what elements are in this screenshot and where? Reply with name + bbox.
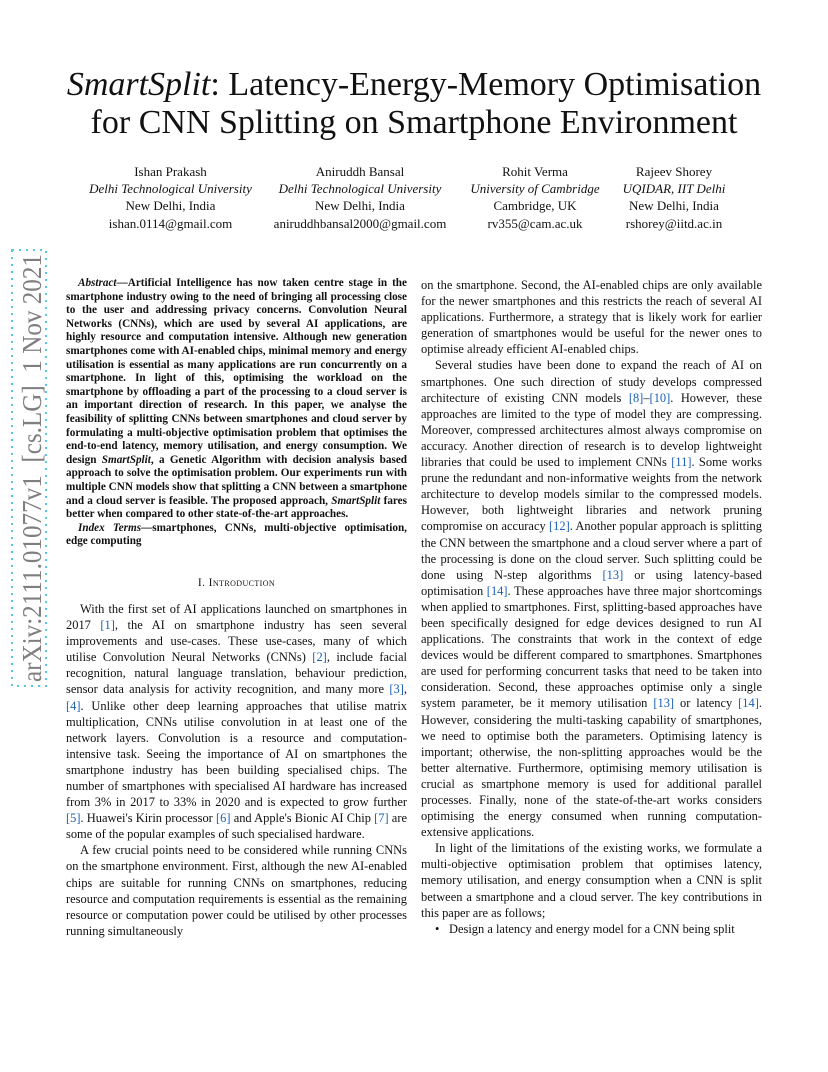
title-smartsplit: SmartSplit [66, 66, 211, 103]
text-run: and Apple's Bionic AI Chip [230, 811, 375, 826]
citation-link[interactable]: [13] [602, 567, 624, 582]
bullet-text: Design a latency and energy model for a CNN being split [449, 921, 735, 936]
author-3 [465, 163, 605, 232]
right-paragraph-1: on the smartphone. Second, the AI-enabled chips are only available for the newer smartphones and this restricts the reach of several AI applications. Furthermore, a strategy that is likely work for earlier generation of smartphones would be useful for the newer ones to optimise already efficient AI-enabled chips. [421, 278, 762, 357]
citation-link[interactable]: [2] [312, 650, 327, 665]
author-city: New Delhi, India [315, 198, 405, 214]
author-block [0, 163, 828, 235]
section-heading-introduction: I. Introduction [197, 576, 276, 589]
index-terms-label: Index Terms [78, 521, 142, 534]
citation-link[interactable]: [3] [389, 682, 404, 697]
text-run: or using latency-based optimisation [421, 567, 762, 598]
text-run: or latency [674, 696, 739, 711]
right-paragraph-3: In light of the limitations of the existing works, we formulate a multi-objective optimisation problem that optimises latency, memory utilisation, and energy consumption when a CNN is split between a smartphone and a cloud server. The key contributions in this paper are as follows; [421, 841, 762, 920]
index-terms-text: —smartphones, CNNs, multi-objective optimisation, edge computing [66, 521, 407, 548]
title-line-1 [40, 66, 788, 104]
bullet-icon: • [435, 921, 440, 936]
citation-link[interactable]: [5] [66, 811, 81, 826]
text-run: . However, these approaches are limited to the type of model they are compressing. Moreover, compressed architectures almost always compromise on accuracy. Another direction of research is to develop lightweight libraries that could be used to implement CNNs [421, 390, 763, 470]
abstract-smartsplit-2: SmartSplit [331, 494, 381, 507]
author-affiliation: University of Cambridge [470, 181, 600, 197]
citation-link[interactable]: [10] [649, 390, 671, 405]
arxiv-stamp-text: arXiv:2111.01077v1 [cs.LG] 1 Nov 2021 [16, 248, 47, 682]
citation-link[interactable]: [1] [100, 618, 115, 633]
author-4 [616, 163, 732, 232]
citation-link[interactable]: [4] [66, 698, 81, 713]
intro-paragraph-1 [66, 601, 407, 842]
right-column [421, 277, 762, 937]
author-email: rshorey@iitd.ac.in [625, 215, 723, 231]
contribution-bullet-1 [421, 921, 762, 937]
text-run: are some of the popular examples of such specialised hardware. [66, 811, 407, 842]
text-run: Several studies have been done to expand the reach of AI on smartphones. One such direction of study develops compressed architecture of existing CNN models [421, 358, 762, 405]
author-affiliation: Delhi Technological University [278, 181, 442, 197]
abstract-smartsplit-1: SmartSplit [101, 453, 151, 466]
citation-link[interactable]: [11] [671, 455, 692, 470]
citation-link[interactable]: [14] [738, 696, 759, 711]
abstract [66, 277, 407, 522]
paper-title [40, 66, 788, 142]
text-run: . However, considering the multi-tasking capability of smartphones, we need to optimise both the parameters. Optimising latency is important; otherwise, the non-splitting approaches would be the better alternative. Furthermore, optimising memory utilisation is crucial as smartphone memory is used for additional parallel processes. Finally, none of the state-of-the-art works considers optimising the energy consumed when running computation-extensive applications. [421, 696, 762, 840]
author-city: Cambridge, UK [493, 198, 577, 214]
citation-link[interactable]: [14] [486, 583, 508, 598]
text-run: – [643, 390, 650, 405]
abstract-dash: — [116, 277, 128, 289]
arxiv-stamp[interactable] [9, 248, 49, 688]
author-2 [272, 163, 448, 232]
author-city: New Delhi, India [629, 198, 719, 214]
citation-link[interactable]: [7] [374, 811, 389, 826]
author-affiliation: UQIDAR, IIT Delhi [622, 181, 726, 197]
author-city: New Delhi, India [125, 198, 216, 214]
abstract-text-1: Artificial Intelligence has now taken centre stage in the smartphone industry owing to the need of bringing all processing close to the user and addressing privacy concerns. Convolution Neural Networks (CNNs), which are used by several AI applications, are highly resource and computation intensive. Although new generation smartphones come with AI-enabled chips, minimal memory and energy utilisation is essential as many applications are run concurrently on a smartphone. In light of this, optimising the workload on the smartphone by offloading a part of the processing to a cloud server is an important direction of research. In this paper, we analyse the feasibility of splitting CNNs between smartphones and cloud server by formulating a multi-objective optimisation problem that optimises the end-to-end latency, memory utilisation, and energy consumption. We design [66, 277, 407, 466]
author-name: Aniruddh Bansal [315, 164, 405, 179]
citation-link[interactable]: [13] [653, 696, 675, 711]
author-email: aniruddhbansal2000@gmail.com [273, 215, 447, 231]
author-affiliation: Delhi Technological University [89, 181, 252, 197]
citation-link[interactable]: [8] [628, 390, 644, 405]
text-run: . Unlike other deep learning approaches that utilise matrix multiplication, CNNs utilise convolution in at least one of the network layers. Convolution is a resource and computation-intensive task. Seeing the importance of AI on smartphones the smartphone industry has been building specialised chips. The number of smartphones with specialised AI hardware has increased from 3% in 2017 to 33% in 2020 and is expected to grow further [66, 698, 407, 810]
text-run: . Huawei's Kirin processor [80, 811, 216, 826]
right-paragraph-2 [421, 357, 762, 840]
title-line-1-rest: : Latency-Energy-Memory Optimisation [210, 66, 762, 103]
abstract-label: Abstract [78, 277, 117, 289]
text-run: , include facial recognition, natural language translation, behaviour prediction, sensor data analysis for activity recognition, and many more [66, 650, 407, 697]
citation-link[interactable]: [12] [548, 519, 570, 534]
text-run: With the first set of AI applications launched on smartphones in 2017 [66, 601, 407, 633]
author-1 [84, 163, 257, 232]
author-email: ishan.0114@gmail.com [108, 215, 233, 231]
text-run: , [403, 682, 407, 697]
index-terms [66, 522, 407, 549]
text-run: . Another popular approach is splitting the CNN between the smartphone and a cloud server where a part of the processing is done on the cloud server. Such splitting could be done using N-step algorithms [421, 519, 762, 582]
author-name: Rohit Verma [502, 164, 568, 179]
author-email: rv355@cam.ac.uk [487, 215, 583, 231]
text-run: . Some works prune the redundant and non-informative weights from the network architecture to develop models similar to the compressed models. However, both lightweight libraries and network pruning compromise on accuracy [421, 455, 762, 534]
abstract-text-2: , a Genetic Algorithm with decision analysis based approach to solve the optimisation problem. Our experiments run with multiple CNN models show that splitting a CNN between a smartphone and a cloud server is feasible. The proposed approach, [66, 453, 408, 507]
author-name: Ishan Prakash [134, 164, 207, 179]
abstract-text-3: fares better when compared to other state-of-the-art approaches. [66, 494, 407, 521]
left-column [66, 277, 407, 939]
text-run: . These approaches have three major shortcomings when applied to smartphones. First, splitting-based approaches have been specifically designed for edge devices designed to run AI applications. The constraints that work in the context of edge devices would be different compared to smartphones. Smartphones are used for performing concurrent tasks that need to be taken into consideration. Second, these approaches optimise only a single system parameter, be it memory utilisation [421, 583, 763, 711]
text-run: , the AI on smartphone industry has seen several improvements and use-cases. These use-cases, many of which utilise Convolution Neural Networks (CNNs) [66, 618, 408, 665]
author-name: Rajeev Shorey [635, 164, 713, 179]
title-line-2: for CNN Splitting on Smartphone Environment [90, 104, 738, 141]
intro-paragraph-2: A few crucial points need to be considered while running CNNs on the smartphone environment. First, although the new AI-enabled chips are suitable for running CNNs on smartphones, reducing resource and computation requirements is essential as the remaining resource or computation power could be utilised by other processes running simultaneously [66, 843, 407, 938]
citation-link[interactable]: [6] [216, 811, 231, 826]
